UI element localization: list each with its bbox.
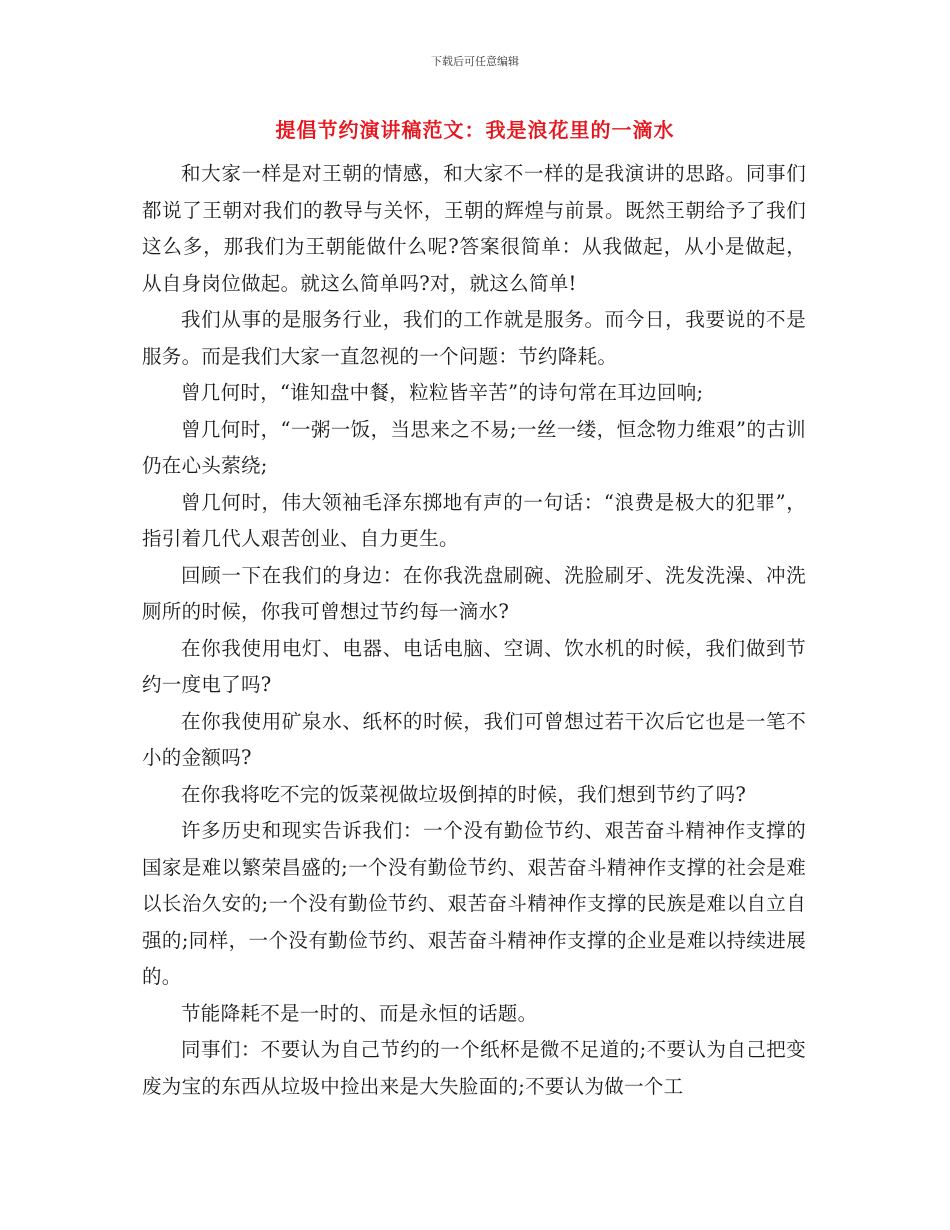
paragraph: 节能降耗不是一时的、而是永恒的话题。 — [181, 1001, 538, 1025]
paragraph: 曾几何时，伟大领袖毛泽东掷地有声的一句话：“浪费是极大的犯罪”，指引着几代人艰苦创业、自力更生。 — [142, 490, 806, 550]
paragraph: 在你我使用矿泉水、纸杯的时候，我们可曾想过若干次后它也是一笔不小的金额吗? — [142, 709, 806, 769]
paragraph: 回顾一下在我们的身边：在你我洗盘刷碗、洗脸刷牙、洗发洗澡、冲洗厕所的时候，你我可曾想过节约每一滴水? — [142, 563, 806, 623]
paragraph: 同事们：不要认为自己节约的一个纸杯是微不足道的;不要认为自己把变废为宝的东西从垃圾中捡出来是大失脸面的;不要认为做一个工 — [142, 1038, 806, 1098]
paragraph: 我们从事的是服务行业，我们的工作就是服务。而今日，我要说的不是服务。而是我们大家一直忽视的一个问题：节约降耗。 — [142, 308, 806, 368]
paragraph: 曾几何时，“一粥一饭，当思来之不易;一丝一缕，恒念物力维艰”的古训仍在心头萦绕; — [142, 417, 806, 477]
paragraph: 曾几何时，“谁知盘中餐，粒粒皆辛苦”的诗句常在耳边回响; — [181, 381, 704, 404]
document-body — [142, 156, 806, 1105]
document-title: 提倡节约演讲稿范文：我是浪花里的一滴水 — [275, 118, 675, 142]
paragraph: 在你我使用电灯、电器、电话电脑、空调、饮水机的时候，我们做到节约一度电了吗? — [142, 636, 806, 696]
paragraph: 许多历史和现实告诉我们：一个没有勤俭节约、艰苦奋斗精神作支撑的国家是难以繁荣昌盛的;一个没有勤俭节约、艰苦奋斗精神作支撑的社会是难以长治久安的;一个没有勤俭节约、艰苦奋斗精神作支撑的民族是难以自立自强的;同样，一个没有勤俭节约、艰苦奋斗精神作支撑的企业是难以持续进展的。 — [142, 819, 806, 988]
page-header: 下载后可任意编辑 — [431, 55, 519, 68]
paragraph: 在你我将吃不完的饭菜视做垃圾倒掉的时候，我们想到节约了吗? — [181, 782, 747, 806]
paragraph: 和大家一样是对王朝的情感，和大家不一样的是我演讲的思路。同事们都说了王朝对我们的教导与关怀，王朝的辉煌与前景。既然王朝给予了我们这么多，那我们为王朝能做什么呢?答案很简单：从我做起，从小是做起，从自身岗位做起。就这么简单吗?对，就这么简单! — [142, 162, 806, 295]
